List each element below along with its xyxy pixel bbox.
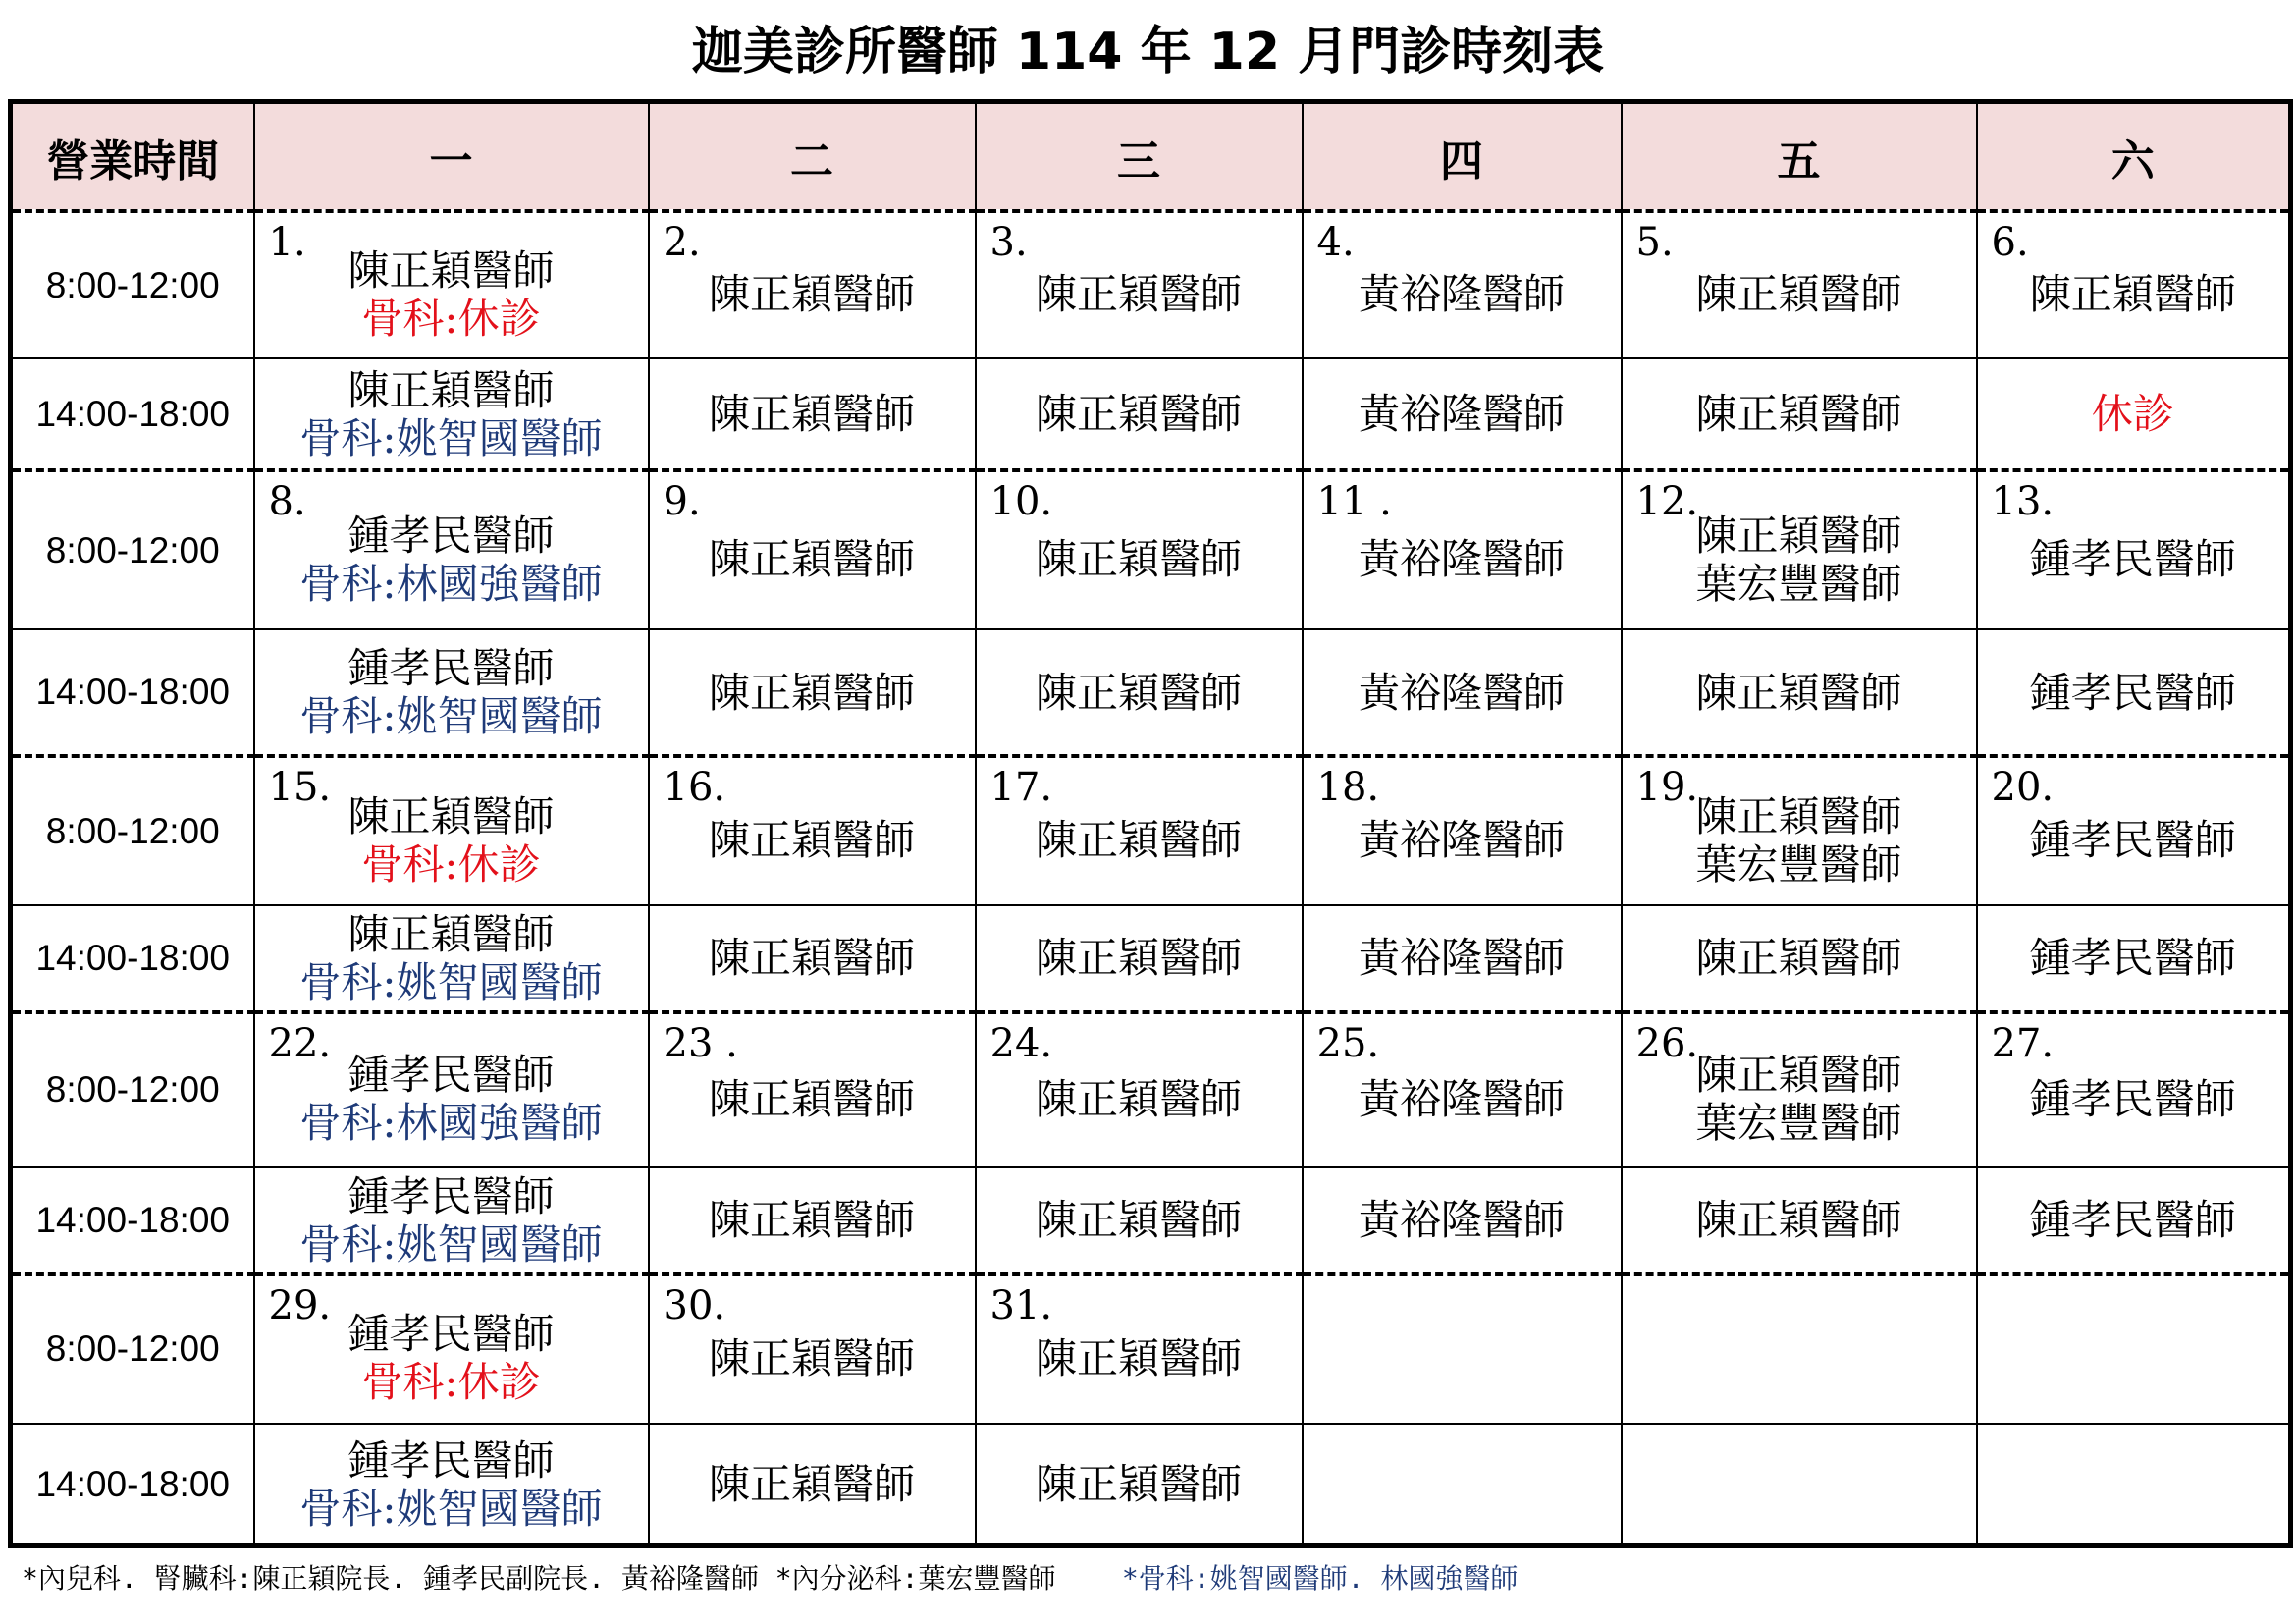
schedule-row	[11, 1424, 2291, 1545]
schedule-cell	[976, 1424, 1303, 1545]
schedule-cell	[976, 470, 1303, 630]
doctor-name: 鍾孝民醫師	[347, 1310, 555, 1359]
schedule-cell	[254, 1274, 649, 1425]
doctor-name: 鍾孝民醫師	[2029, 1196, 2236, 1245]
date-number: 29.	[268, 1282, 332, 1328]
doctor-name: 陳正穎醫師	[708, 1196, 915, 1245]
doctor-name: 陳正穎醫師	[1695, 390, 1902, 439]
schedule-cell	[254, 1012, 649, 1168]
doctor-name: 陳正穎醫師	[708, 1460, 915, 1508]
time-slot: 14:00-18:00	[11, 1167, 254, 1273]
schedule-cell	[649, 470, 976, 630]
schedule-cell	[254, 211, 649, 358]
doctor-name: 陳正穎醫師	[1035, 1074, 1242, 1123]
schedule-cell	[649, 358, 976, 469]
closed-notice: 骨科:休診	[361, 1358, 541, 1407]
date-number: 16.	[663, 764, 726, 810]
doctor-name: 陳正穎醫師	[1035, 535, 1242, 584]
header-day-thu: 四	[1303, 102, 1622, 212]
doctor-name: 鍾孝民醫師	[347, 1171, 555, 1220]
schedule-cell	[976, 629, 1303, 755]
date-number: 31.	[989, 1282, 1053, 1328]
orthopedics-doctor: 骨科:林國強醫師	[299, 1099, 603, 1148]
date-number: 24.	[989, 1020, 1053, 1066]
schedule-cell	[1622, 905, 1977, 1011]
schedule-cell	[649, 1424, 976, 1545]
doctor-name: 鍾孝民醫師	[347, 1051, 555, 1100]
doctor-name: 黃裕隆醫師	[1358, 668, 1565, 717]
doctor-name: 陳正穎醫師	[2029, 270, 2236, 319]
schedule-cell	[1622, 470, 1977, 630]
doctor-name: 鍾孝民醫師	[2029, 535, 2236, 584]
date-number: 12.	[1635, 478, 1699, 524]
schedule-cell	[1977, 470, 2291, 630]
doctor-name: 陳正穎醫師	[1695, 934, 1902, 983]
date-number: 19.	[1635, 764, 1699, 810]
schedule-cell	[976, 1274, 1303, 1425]
schedule-cell	[1303, 1012, 1622, 1168]
schedule-cell	[1977, 211, 2291, 358]
doctor-name: 陳正穎醫師	[708, 270, 915, 319]
time-slot: 8:00-12:00	[11, 211, 254, 358]
orthopedics-doctor: 骨科:姚智國醫師	[299, 1219, 603, 1269]
time-slot: 8:00-12:00	[11, 1274, 254, 1425]
schedule-row	[11, 211, 2291, 358]
doctor-name: 陳正穎醫師	[1035, 934, 1242, 983]
doctor-name: 陳正穎醫師	[708, 816, 915, 865]
schedule-cell	[1977, 756, 2291, 906]
schedule-cell	[254, 905, 649, 1011]
schedule-cell	[1622, 211, 1977, 358]
date-number: 8.	[268, 478, 306, 524]
doctor-name: 陳正穎醫師	[1695, 791, 1902, 840]
doctor-name: 陳正穎醫師	[708, 535, 915, 584]
time-slot: 14:00-18:00	[11, 905, 254, 1011]
doctor-name: 陳正穎醫師	[1035, 668, 1242, 717]
schedule-cell	[1977, 905, 2291, 1011]
date-number: 3.	[989, 220, 1028, 265]
doctor-name: 黃裕隆醫師	[1358, 1196, 1565, 1245]
schedule-cell	[649, 905, 976, 1011]
schedule-cell	[254, 1424, 649, 1545]
doctor-name: 黃裕隆醫師	[1358, 816, 1565, 865]
doctor-name: 陳正穎醫師	[347, 365, 555, 414]
schedule-cell	[1977, 1274, 2291, 1425]
date-number: 10.	[989, 478, 1053, 524]
schedule-cell	[1303, 756, 1622, 906]
schedule-cell	[1303, 358, 1622, 469]
doctor-name: 鍾孝民醫師	[2029, 1074, 2236, 1123]
date-number: 17.	[989, 764, 1053, 810]
date-number: 5.	[1635, 220, 1674, 265]
schedule-cell	[649, 1274, 976, 1425]
doctor-name: 鍾孝民醫師	[347, 1435, 555, 1485]
date-number: 4.	[1316, 220, 1355, 265]
schedule-cell	[1977, 358, 2291, 469]
doctor-name: 陳正穎醫師	[1035, 816, 1242, 865]
doctor-name: 黃裕隆醫師	[1358, 390, 1565, 439]
time-slot: 8:00-12:00	[11, 1012, 254, 1168]
date-number: 11 .	[1316, 478, 1392, 524]
closed-notice: 休診	[2091, 390, 2174, 439]
schedule-row	[11, 358, 2291, 469]
date-number: 30.	[663, 1282, 726, 1328]
schedule-cell	[976, 358, 1303, 469]
doctor-name: 葉宏豐醫師	[1695, 559, 1902, 608]
time-slot: 8:00-12:00	[11, 470, 254, 630]
header-day-wed: 三	[976, 102, 1303, 212]
footer-note-endocrine: *內分泌科:葉宏豐醫師	[774, 1562, 1056, 1595]
page-title: 迦美診所醫師 114 年 12 月門診時刻表	[691, 23, 1605, 81]
date-number: 25.	[1316, 1020, 1380, 1066]
schedule-cell	[976, 211, 1303, 358]
schedule-body	[11, 211, 2291, 1546]
schedule-row	[11, 905, 2291, 1011]
doctor-name: 黃裕隆醫師	[1358, 535, 1565, 584]
schedule-cell	[254, 470, 649, 630]
schedule-cell	[649, 629, 976, 755]
header-day-mon: 一	[254, 102, 649, 212]
schedule-cell	[976, 1167, 1303, 1273]
date-number: 27.	[1991, 1020, 2055, 1066]
schedule-cell	[649, 1167, 976, 1273]
schedule-table	[8, 99, 2293, 1548]
schedule-cell	[1303, 1167, 1622, 1273]
doctor-name: 陳正穎醫師	[1035, 1333, 1242, 1382]
footer-note-orthopedics: *骨科:姚智國醫師. 林國強醫師	[1121, 1562, 1519, 1595]
schedule-cell	[1622, 358, 1977, 469]
schedule-cell	[1622, 1424, 1977, 1545]
doctor-name: 陳正穎醫師	[1695, 1051, 1902, 1100]
doctor-name: 陳正穎醫師	[708, 1074, 915, 1123]
doctor-name: 陳正穎醫師	[1695, 1196, 1902, 1245]
schedule-cell	[254, 358, 649, 469]
doctor-name: 陳正穎醫師	[347, 245, 555, 295]
schedule-cell	[1977, 1012, 2291, 1168]
orthopedics-doctor: 骨科:姚智國醫師	[299, 957, 603, 1006]
schedule-cell	[1303, 905, 1622, 1011]
schedule-row	[11, 756, 2291, 906]
doctor-name: 陳正穎醫師	[1695, 668, 1902, 717]
schedule-cell	[976, 756, 1303, 906]
doctor-name: 葉宏豐醫師	[1695, 1099, 1902, 1148]
date-number: 15.	[268, 764, 332, 810]
date-number: 26.	[1635, 1020, 1699, 1066]
schedule-cell	[1303, 470, 1622, 630]
schedule-row	[11, 1012, 2291, 1168]
doctor-name: 陳正穎醫師	[1035, 270, 1242, 319]
orthopedics-doctor: 骨科:姚智國醫師	[299, 413, 603, 462]
doctor-name: 陳正穎醫師	[708, 934, 915, 983]
schedule-cell	[649, 756, 976, 906]
doctor-name: 黃裕隆醫師	[1358, 934, 1565, 983]
doctor-name: 陳正穎醫師	[1695, 270, 1902, 319]
date-number: 6.	[1991, 220, 2029, 265]
schedule-cell	[976, 905, 1303, 1011]
schedule-cell	[1977, 1167, 2291, 1273]
doctor-name: 陳正穎醫師	[708, 1333, 915, 1382]
date-number: 20.	[1991, 764, 2055, 810]
schedule-cell	[649, 1012, 976, 1168]
date-number: 9.	[663, 478, 701, 524]
date-number: 18.	[1316, 764, 1380, 810]
orthopedics-doctor: 骨科:林國強醫師	[299, 559, 603, 608]
time-slot: 14:00-18:00	[11, 629, 254, 755]
orthopedics-doctor: 骨科:姚智國醫師	[299, 1484, 603, 1533]
schedule-cell	[1303, 1424, 1622, 1545]
date-number: 13.	[1991, 478, 2055, 524]
doctor-name: 黃裕隆醫師	[1358, 1074, 1565, 1123]
header-day-fri: 五	[1622, 102, 1977, 212]
date-number: 2.	[663, 220, 701, 265]
doctor-name: 陳正穎醫師	[1695, 511, 1902, 560]
doctor-name: 鍾孝民醫師	[347, 644, 555, 693]
time-slot: 14:00-18:00	[11, 1424, 254, 1545]
time-slot: 14:00-18:00	[11, 358, 254, 469]
doctor-name: 陳正穎醫師	[708, 390, 915, 439]
schedule-cell	[1622, 756, 1977, 906]
closed-notice: 骨科:休診	[361, 839, 541, 889]
time-slot: 8:00-12:00	[11, 756, 254, 906]
schedule-cell	[254, 756, 649, 906]
doctor-name: 鍾孝民醫師	[2029, 816, 2236, 865]
header-day-tue: 二	[649, 102, 976, 212]
schedule-cell	[1977, 1424, 2291, 1545]
header-row	[11, 102, 2291, 212]
doctor-name: 陳正穎醫師	[347, 791, 555, 840]
doctor-name: 陳正穎醫師	[708, 668, 915, 717]
schedule-cell	[1303, 629, 1622, 755]
schedule-cell	[1303, 1274, 1622, 1425]
schedule-row	[11, 470, 2291, 630]
footer-note-general: *內兒科. 腎臟科:陳正穎院長. 鍾孝民副院長. 黃裕隆醫師	[22, 1562, 759, 1595]
schedule-cell	[1622, 1167, 1977, 1273]
orthopedics-doctor: 骨科:姚智國醫師	[299, 692, 603, 741]
schedule-cell	[1622, 629, 1977, 755]
doctor-name: 陳正穎醫師	[1035, 1196, 1242, 1245]
closed-notice: 骨科:休診	[361, 294, 541, 343]
doctor-name: 鍾孝民醫師	[2029, 934, 2236, 983]
schedule-cell	[1622, 1274, 1977, 1425]
header-day-sat: 六	[1977, 102, 2291, 212]
doctor-name: 黃裕隆醫師	[1358, 270, 1565, 319]
doctor-name: 陳正穎醫師	[1035, 1460, 1242, 1508]
doctor-name: 葉宏豐醫師	[1695, 839, 1902, 889]
schedule-cell	[1622, 1012, 1977, 1168]
date-number: 1.	[268, 220, 306, 265]
date-number: 23 .	[663, 1020, 738, 1066]
schedule-cell	[254, 1167, 649, 1273]
schedule-cell	[649, 211, 976, 358]
date-number: 22.	[268, 1020, 332, 1066]
schedule-cell	[976, 1012, 1303, 1168]
footer-note	[22, 1554, 2279, 1603]
doctor-name: 陳正穎醫師	[1035, 390, 1242, 439]
header-time-col: 營業時間	[11, 102, 254, 212]
schedule-row	[11, 629, 2291, 755]
schedule-row	[11, 1167, 2291, 1273]
schedule-cell	[1303, 211, 1622, 358]
doctor-name: 陳正穎醫師	[347, 909, 555, 958]
schedule-cell	[1977, 629, 2291, 755]
schedule-cell	[254, 629, 649, 755]
doctor-name: 鍾孝民醫師	[347, 511, 555, 560]
doctor-name: 鍾孝民醫師	[2029, 668, 2236, 717]
schedule-row	[11, 1274, 2291, 1425]
